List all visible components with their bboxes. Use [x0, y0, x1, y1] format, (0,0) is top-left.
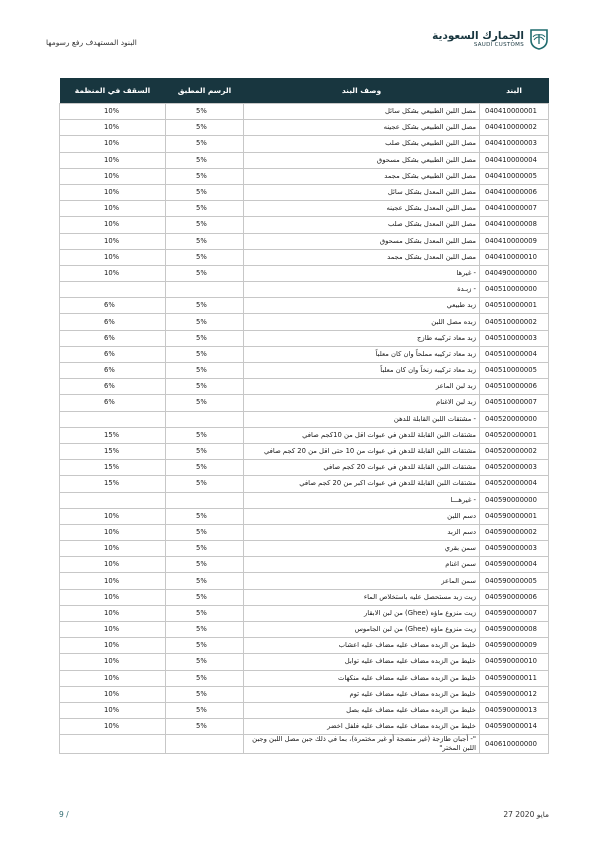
table-row [60, 249, 549, 265]
column-header-ceiling: السقف في المنظمة [60, 78, 166, 104]
rate-cell: 5% [166, 476, 244, 492]
code-cell: 040590000009 [480, 638, 549, 654]
ceiling-cell: 10% [60, 557, 166, 573]
description-cell: مشتقات اللبن القابلة للدهن في عبوات اقل من 10كجم صافي [244, 427, 480, 443]
description-cell: سمن بقري [244, 541, 480, 557]
description-cell: خليط من الزبده مضاف عليه مضاف عليه منكهات [244, 670, 480, 686]
description-cell: زبده مصل اللبن [244, 314, 480, 330]
table-row [60, 443, 549, 459]
table-row [60, 476, 549, 492]
ceiling-cell: 10% [60, 184, 166, 200]
rate-cell [166, 411, 244, 427]
rate-cell: 5% [166, 395, 244, 411]
table-row [60, 460, 549, 476]
description-cell: مصل اللبن المعدل بشكل مسحوق [244, 233, 480, 249]
rate-cell [166, 492, 244, 508]
ceiling-cell: 10% [60, 702, 166, 718]
rate-cell: 5% [166, 217, 244, 233]
rate-cell: 5% [166, 249, 244, 265]
ceiling-cell: 10% [60, 201, 166, 217]
code-cell: 040510000005 [480, 363, 549, 379]
ceiling-cell: 10% [60, 654, 166, 670]
rate-cell: 5% [166, 686, 244, 702]
ceiling-cell: 10% [60, 217, 166, 233]
code-cell: 040590000006 [480, 589, 549, 605]
code-cell: 040590000001 [480, 508, 549, 524]
rate-cell: 5% [166, 443, 244, 459]
table-row [60, 314, 549, 330]
ceiling-cell: 6% [60, 298, 166, 314]
description-cell: زبد لبن الماعز [244, 379, 480, 395]
code-cell: 040590000005 [480, 573, 549, 589]
code-cell: 040590000000 [480, 492, 549, 508]
ceiling-cell: 10% [60, 524, 166, 540]
table-row [60, 719, 549, 735]
code-cell: 040520000004 [480, 476, 549, 492]
description-cell: مصل اللبن الطبيعي بشكل مجمد [244, 168, 480, 184]
rate-cell: 5% [166, 654, 244, 670]
rate-cell: 5% [166, 184, 244, 200]
rate-cell: 5% [166, 136, 244, 152]
code-cell: 040410000005 [480, 168, 549, 184]
ceiling-cell: 10% [60, 120, 166, 136]
description-cell: سمن الماعز [244, 573, 480, 589]
description-cell: خليط من الزبده مضاف عليه مضاف عليه ثوم [244, 686, 480, 702]
description-cell: زيت منزوع ماؤه (Ghee) من لبن الجاموس [244, 622, 480, 638]
ceiling-cell: 10% [60, 233, 166, 249]
table-row [60, 622, 549, 638]
description-cell: مصل اللبن الطبيعي بشكل مسحوق [244, 152, 480, 168]
column-header-rate: الرسم المطبق [166, 78, 244, 104]
description-cell: خليط من الزبده مضاف عليه مضاف عليه بصل [244, 702, 480, 718]
ceiling-cell [60, 492, 166, 508]
description-cell: - مشتقات اللبن القابلة للدهن [244, 411, 480, 427]
code-cell: 040590000003 [480, 541, 549, 557]
ceiling-cell: 10% [60, 136, 166, 152]
table-row [60, 363, 549, 379]
table-row [60, 217, 549, 233]
table-row [60, 686, 549, 702]
rate-cell: 5% [166, 702, 244, 718]
ceiling-cell: 6% [60, 379, 166, 395]
code-cell: 040590000011 [480, 670, 549, 686]
description-cell: مصل اللبن المعدل بشكل صلب [244, 217, 480, 233]
code-cell: 040520000000 [480, 411, 549, 427]
table-row [60, 104, 549, 120]
logo-arabic-text: الجمارك السعودية [432, 29, 524, 42]
description-cell: - غيرها [244, 265, 480, 281]
table-row [60, 654, 549, 670]
ceiling-cell: 10% [60, 719, 166, 735]
table-row [60, 201, 549, 217]
table-row [60, 282, 549, 298]
ceiling-cell: 10% [60, 168, 166, 184]
ceiling-cell [60, 282, 166, 298]
description-cell: مصل اللبن الطبيعي بشكل سائل [244, 104, 480, 120]
rate-cell: 5% [166, 541, 244, 557]
ceiling-cell: 15% [60, 427, 166, 443]
code-cell: 040410000004 [480, 152, 549, 168]
code-cell: 040590000013 [480, 702, 549, 718]
rate-cell: 5% [166, 589, 244, 605]
rate-cell: 5% [166, 622, 244, 638]
code-cell: 040410000007 [480, 201, 549, 217]
column-header-description: وصف البند [244, 78, 480, 104]
description-cell: زبد معاد تركيبه مملحاً وان كان معلباً [244, 346, 480, 362]
palm-emblem-icon [529, 28, 549, 50]
ceiling-cell: 10% [60, 541, 166, 557]
code-cell: 040520000003 [480, 460, 549, 476]
table-row [60, 427, 549, 443]
tariff-items-table [59, 78, 549, 754]
ceiling-cell: 6% [60, 395, 166, 411]
ceiling-cell: 10% [60, 104, 166, 120]
code-cell: 040510000000 [480, 282, 549, 298]
code-cell: 040510000004 [480, 346, 549, 362]
table-header-row [60, 78, 549, 104]
table-row [60, 557, 549, 573]
code-cell: 040510000002 [480, 314, 549, 330]
code-cell: 040590000014 [480, 719, 549, 735]
code-cell: 040510000007 [480, 395, 549, 411]
rate-cell: 5% [166, 508, 244, 524]
description-cell: زبد معاد تركيبه زنخاً وان كان معلباً [244, 363, 480, 379]
code-cell: 040410000002 [480, 120, 549, 136]
description-cell: زبد لبن الاغنام [244, 395, 480, 411]
table-row [60, 670, 549, 686]
page-header [0, 26, 595, 66]
description-cell: مصل اللبن الطبيعي بشكل صلب [244, 136, 480, 152]
code-cell: 040410000003 [480, 136, 549, 152]
table-row [60, 605, 549, 621]
code-cell: 040520000002 [480, 443, 549, 459]
rate-cell: 5% [166, 168, 244, 184]
table-row [60, 265, 549, 281]
description-cell: دسم الزبد [244, 524, 480, 540]
ceiling-cell: 10% [60, 573, 166, 589]
table-row [60, 298, 549, 314]
code-cell: 040610000000 [480, 735, 549, 754]
description-cell: دسم اللبن [244, 508, 480, 524]
rate-cell: 5% [166, 330, 244, 346]
rate-cell: 5% [166, 152, 244, 168]
ceiling-cell: 10% [60, 265, 166, 281]
table-row [60, 508, 549, 524]
code-cell: 040490000000 [480, 265, 549, 281]
footer-date: 27 مايو 2020 [503, 810, 549, 819]
rate-cell: 5% [166, 201, 244, 217]
rate-cell: 5% [166, 719, 244, 735]
table-row [60, 184, 549, 200]
ceiling-cell: 10% [60, 638, 166, 654]
page-title: البنود المستهدف رفع رسومها [46, 38, 137, 47]
table-row [60, 346, 549, 362]
description-cell: - غيرهـــا [244, 492, 480, 508]
rate-cell: 5% [166, 363, 244, 379]
rate-cell [166, 735, 244, 754]
rate-cell: 5% [166, 298, 244, 314]
logo-english-text: SAUDI CUSTOMS [473, 41, 524, 48]
table-row [60, 168, 549, 184]
ceiling-cell: 6% [60, 330, 166, 346]
code-cell: 040590000010 [480, 654, 549, 670]
code-cell: 040410000009 [480, 233, 549, 249]
description-cell: "- أجبان طازجة (غير منضجة أو غير مختمرة)، بما في ذلك جبن مصل اللبن وجبن اللبن المختر" [244, 735, 480, 754]
description-cell: خليط من الزبده مضاف عليه مضاف عليه توابل [244, 654, 480, 670]
code-cell: 040510000006 [480, 379, 549, 395]
description-cell: زيت منزوع ماؤه (Ghee) من لبن الابقار [244, 605, 480, 621]
ceiling-cell: 10% [60, 249, 166, 265]
table-row [60, 492, 549, 508]
ceiling-cell: 10% [60, 686, 166, 702]
rate-cell: 5% [166, 379, 244, 395]
rate-cell: 5% [166, 314, 244, 330]
description-cell: مشتقات اللبن القابلة للدهن في عبوات من 10 حتى اقل من 20 كجم صافي [244, 443, 480, 459]
ceiling-cell: 10% [60, 605, 166, 621]
code-cell: 040590000012 [480, 686, 549, 702]
saudi-customs-logo [432, 28, 549, 50]
description-cell: مصل اللبن المعدل بشكل سائل [244, 184, 480, 200]
rate-cell: 5% [166, 427, 244, 443]
table-row [60, 702, 549, 718]
table-row [60, 589, 549, 605]
ceiling-cell: 15% [60, 460, 166, 476]
ceiling-cell [60, 735, 166, 754]
table-row [60, 541, 549, 557]
table-row [60, 120, 549, 136]
ceiling-cell: 10% [60, 152, 166, 168]
code-cell: 040410000001 [480, 104, 549, 120]
rate-cell [166, 282, 244, 298]
rate-cell: 5% [166, 104, 244, 120]
description-cell: خليط من الزبده مضاف عليه مضاف عليه فلفل اخضر [244, 719, 480, 735]
description-cell: زبد معاد تركيبه طازج [244, 330, 480, 346]
table-row [60, 573, 549, 589]
table-row [60, 152, 549, 168]
ceiling-cell [60, 411, 166, 427]
code-cell: 040590000007 [480, 605, 549, 621]
rate-cell: 5% [166, 638, 244, 654]
rate-cell: 5% [166, 573, 244, 589]
description-cell: خليط من الزبده مضاف عليه مضاف عليه اعشاب [244, 638, 480, 654]
table-row [60, 379, 549, 395]
description-cell: - زبـدة [244, 282, 480, 298]
code-cell: 040410000006 [480, 184, 549, 200]
code-cell: 040510000003 [480, 330, 549, 346]
description-cell: مصل اللبن الطبيعي بشكل عجينه [244, 120, 480, 136]
ceiling-cell: 10% [60, 622, 166, 638]
code-cell: 040520000001 [480, 427, 549, 443]
ceiling-cell: 10% [60, 508, 166, 524]
description-cell: زيت زبد مستحصل عليه باستخلاص الماء [244, 589, 480, 605]
ceiling-cell: 15% [60, 443, 166, 459]
ceiling-cell: 6% [60, 346, 166, 362]
column-header-code: البند [480, 78, 549, 104]
description-cell: مشتقات اللبن القابلة للدهن في عبوات 20 كجم صافي [244, 460, 480, 476]
page-number: 9 / [59, 810, 69, 819]
table-row [60, 735, 549, 754]
ceiling-cell: 6% [60, 363, 166, 379]
description-cell: سمن اغنام [244, 557, 480, 573]
rate-cell: 5% [166, 460, 244, 476]
code-cell: 040410000008 [480, 217, 549, 233]
code-cell: 040590000002 [480, 524, 549, 540]
rate-cell: 5% [166, 346, 244, 362]
table-row [60, 638, 549, 654]
description-cell: زبد طبيعي [244, 298, 480, 314]
rate-cell: 5% [166, 557, 244, 573]
rate-cell: 5% [166, 120, 244, 136]
table-row [60, 395, 549, 411]
description-cell: مشتقات اللبن القابلة للدهن في عبوات اكبر من 20 كجم صافي [244, 476, 480, 492]
code-cell: 040410000010 [480, 249, 549, 265]
table-row [60, 136, 549, 152]
rate-cell: 5% [166, 233, 244, 249]
rate-cell: 5% [166, 605, 244, 621]
rate-cell: 5% [166, 524, 244, 540]
table-row [60, 330, 549, 346]
ceiling-cell: 10% [60, 589, 166, 605]
table-row [60, 233, 549, 249]
rate-cell: 5% [166, 670, 244, 686]
description-cell: مصل اللبن المعدل بشكل عجينه [244, 201, 480, 217]
table-row [60, 524, 549, 540]
code-cell: 040510000001 [480, 298, 549, 314]
ceiling-cell: 15% [60, 476, 166, 492]
ceiling-cell: 10% [60, 670, 166, 686]
rate-cell: 5% [166, 265, 244, 281]
description-cell: مصل اللبن المعدل بشكل مجمد [244, 249, 480, 265]
code-cell: 040590000004 [480, 557, 549, 573]
table-row [60, 411, 549, 427]
code-cell: 040590000008 [480, 622, 549, 638]
ceiling-cell: 6% [60, 314, 166, 330]
